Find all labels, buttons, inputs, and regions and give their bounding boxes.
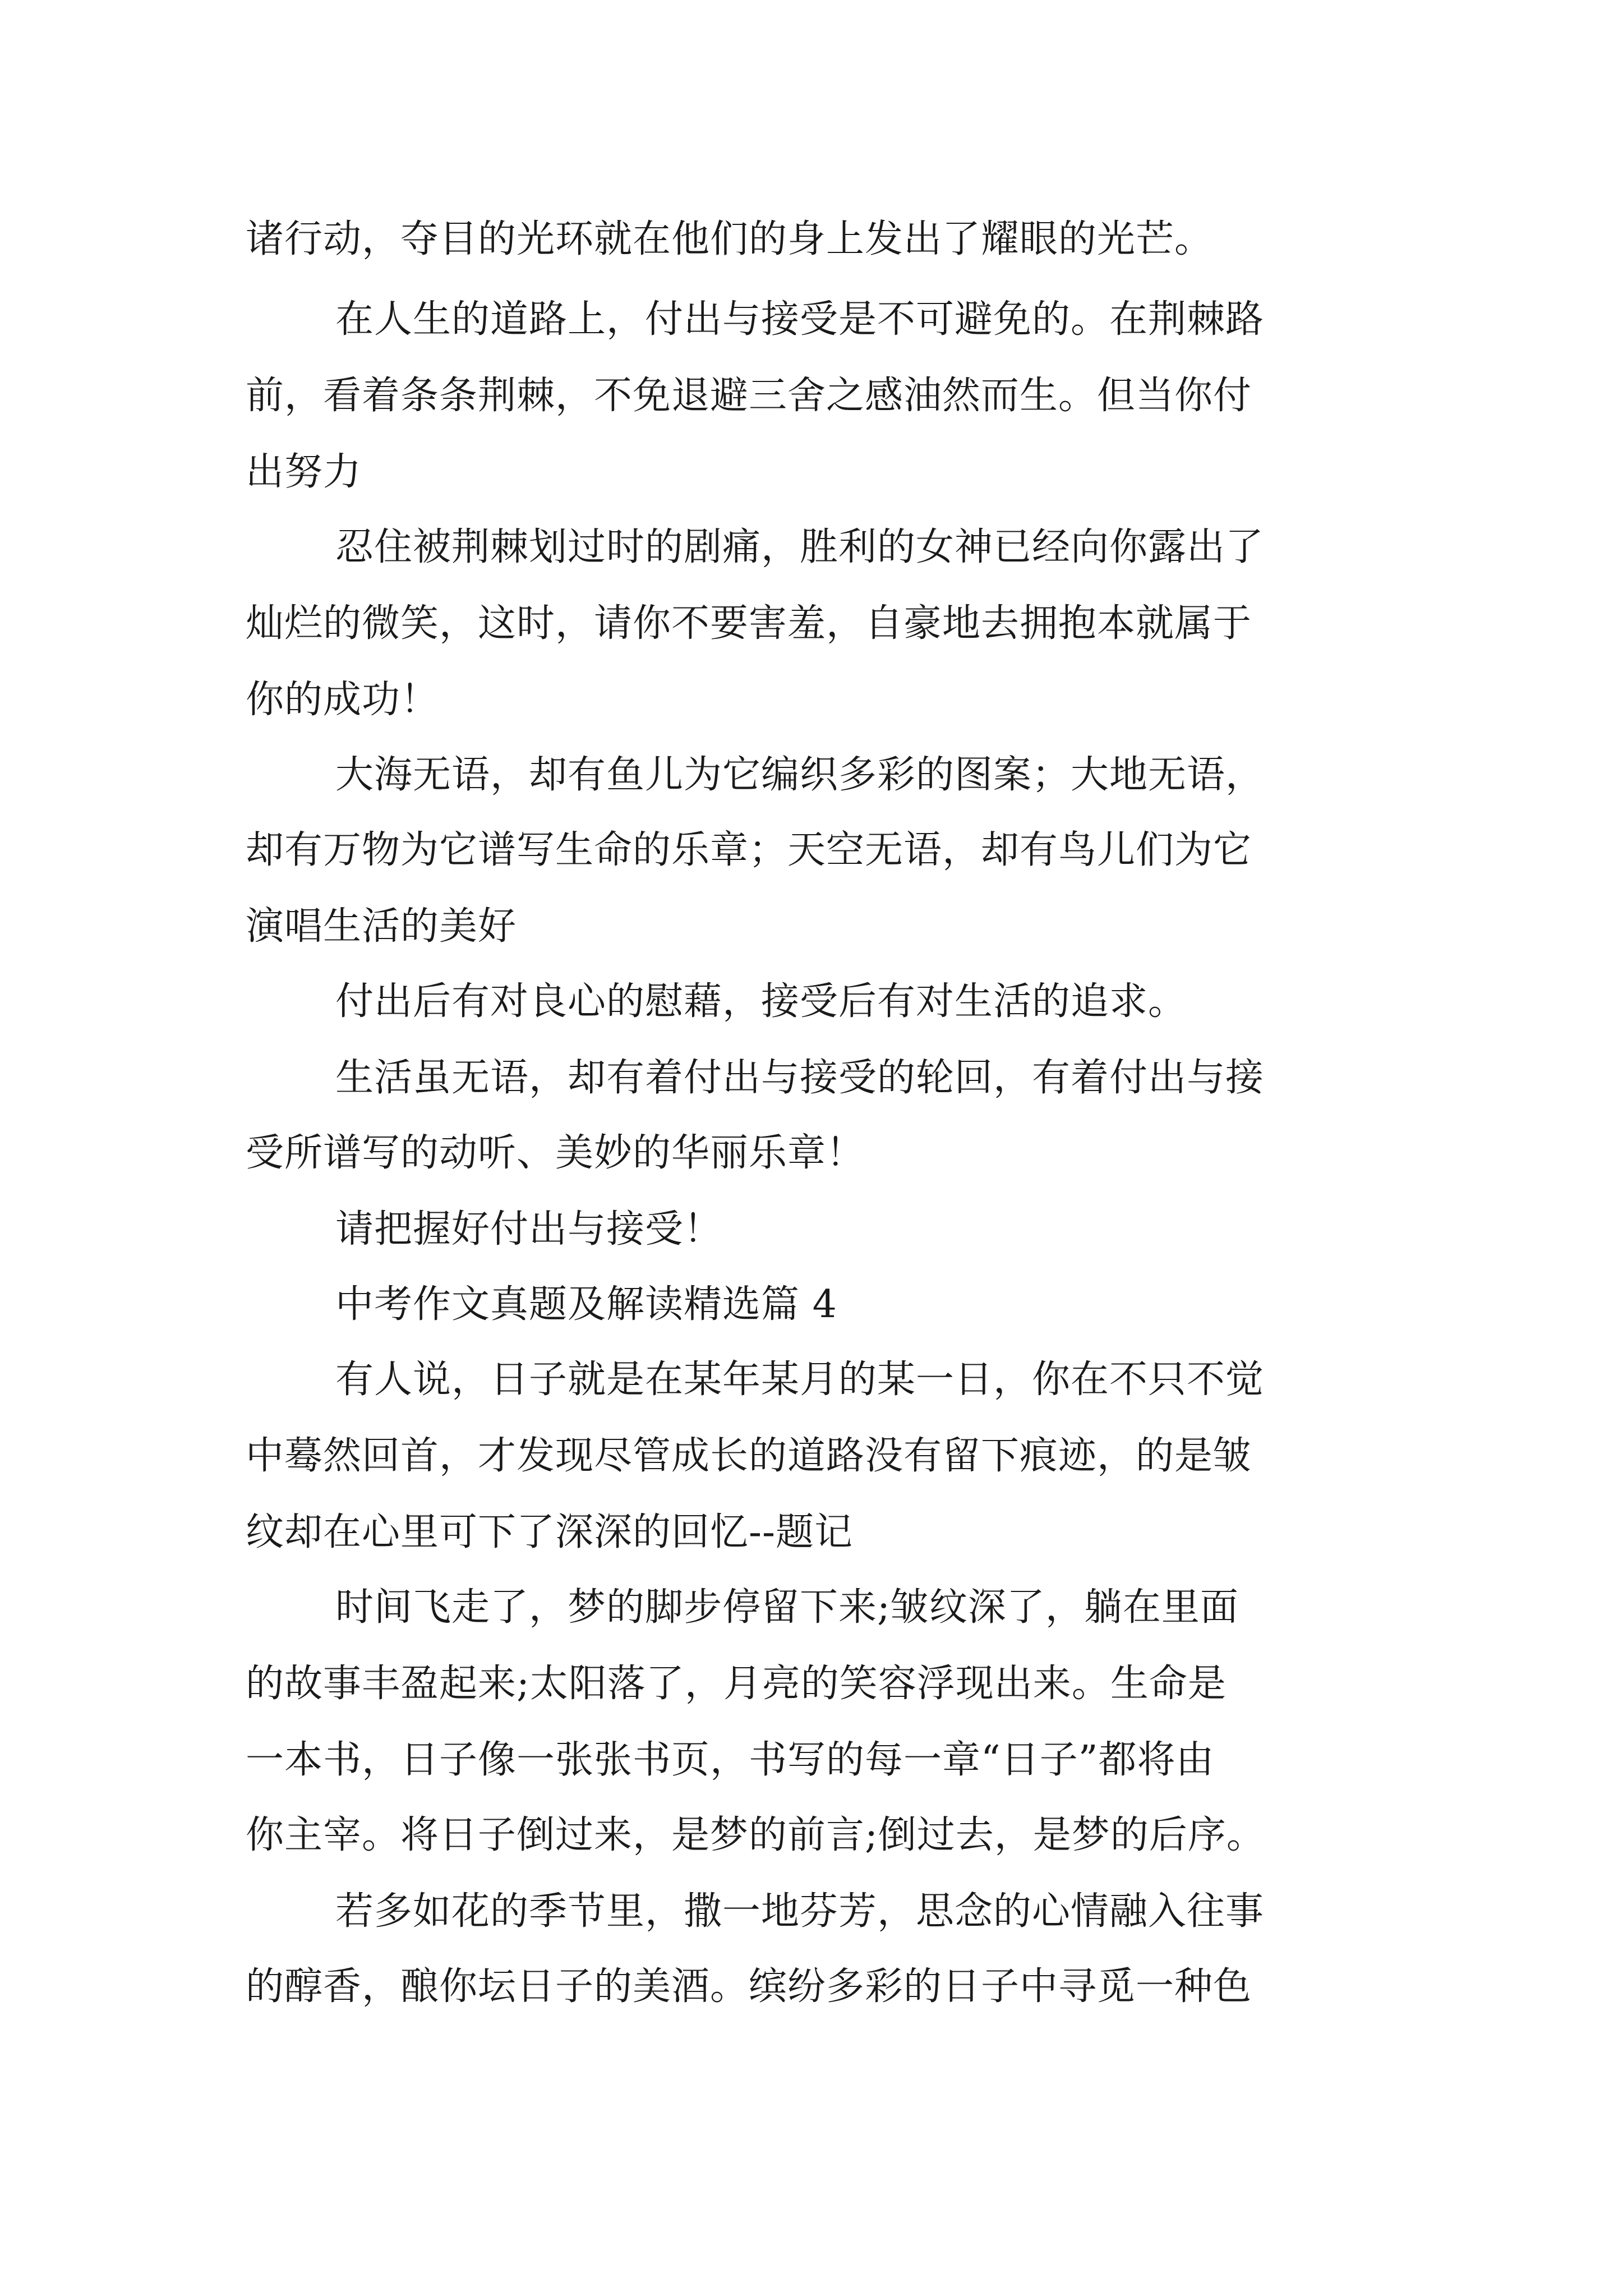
text-line: 一本书，日子像一张张书页，书写的每一章“日子”都将由 xyxy=(246,1738,1215,1782)
text-line: 诸行动，夺目的光环就在他们的身上发出了耀眼的光芒。 xyxy=(246,217,1214,261)
paragraph-start-line: 付出后有对良心的慰藉，接受后有对生活的追求。 xyxy=(335,979,1187,1024)
section-heading: 中考作文真题及解读精选篇 4 xyxy=(335,1282,837,1327)
text-line: 前，看着条条荆棘，不免退避三舍之感油然而生。但当你付 xyxy=(246,374,1252,418)
text-line: 灿烂的微笑，这时，请你不要害羞，自豪地去拥抱本就属于 xyxy=(246,601,1252,646)
text-line: 的醇香，酿你坛日子的美酒。缤纷多彩的日子中寻觅一种色 xyxy=(246,1964,1252,2009)
paragraph-start-line: 在人生的道路上，付出与接受是不可避免的。在荆棘路 xyxy=(335,297,1265,342)
text-line: 你主宰。将日子倒过来，是梦的前言;倒过去，是梦的后序。 xyxy=(246,1813,1265,1857)
text-line: 出努力 xyxy=(246,450,362,494)
text-line: 中蓦然回首，才发现尽管成长的道路没有留下痕迹，的是皱 xyxy=(246,1434,1252,1478)
paragraph-start-line: 有人说，日子就是在某年某月的某一日，你在不只不觉 xyxy=(335,1358,1265,1402)
paragraph-start-line: 忍住被荆棘划过时的剧痛，胜利的女神已经向你露出了 xyxy=(335,525,1265,569)
text-line: 纹却在心里可下了深深的回忆--题记 xyxy=(246,1510,853,1554)
text-line: 你的成功！ xyxy=(246,678,440,722)
text-line: 受所谱写的动听、美妙的华丽乐章！ xyxy=(246,1131,865,1175)
text-line: 却有万物为它谱写生命的乐章；天空无语，却有鸟儿们为它 xyxy=(246,828,1252,872)
text-line: 演唱生活的美好 xyxy=(246,904,517,949)
paragraph-start-line: 请把握好付出与接受！ xyxy=(335,1207,723,1251)
paragraph-start-line: 时间飞走了，梦的脚步停留下来;皱纹深了，躺在里面 xyxy=(335,1585,1239,1630)
text-line: 的故事丰盈起来;太阳落了，月亮的笑容浮现出来。生命是 xyxy=(246,1662,1227,1706)
paragraph-start-line: 大海无语，却有鱼儿为它编织多彩的图案；大地无语， xyxy=(335,753,1265,797)
paragraph-start-line: 若多如花的季节里，撒一地芬芳，思念的心情融入往事 xyxy=(335,1889,1265,1934)
paragraph-start-line: 生活虽无语，却有着付出与接受的轮回，有着付出与接 xyxy=(335,1056,1265,1100)
